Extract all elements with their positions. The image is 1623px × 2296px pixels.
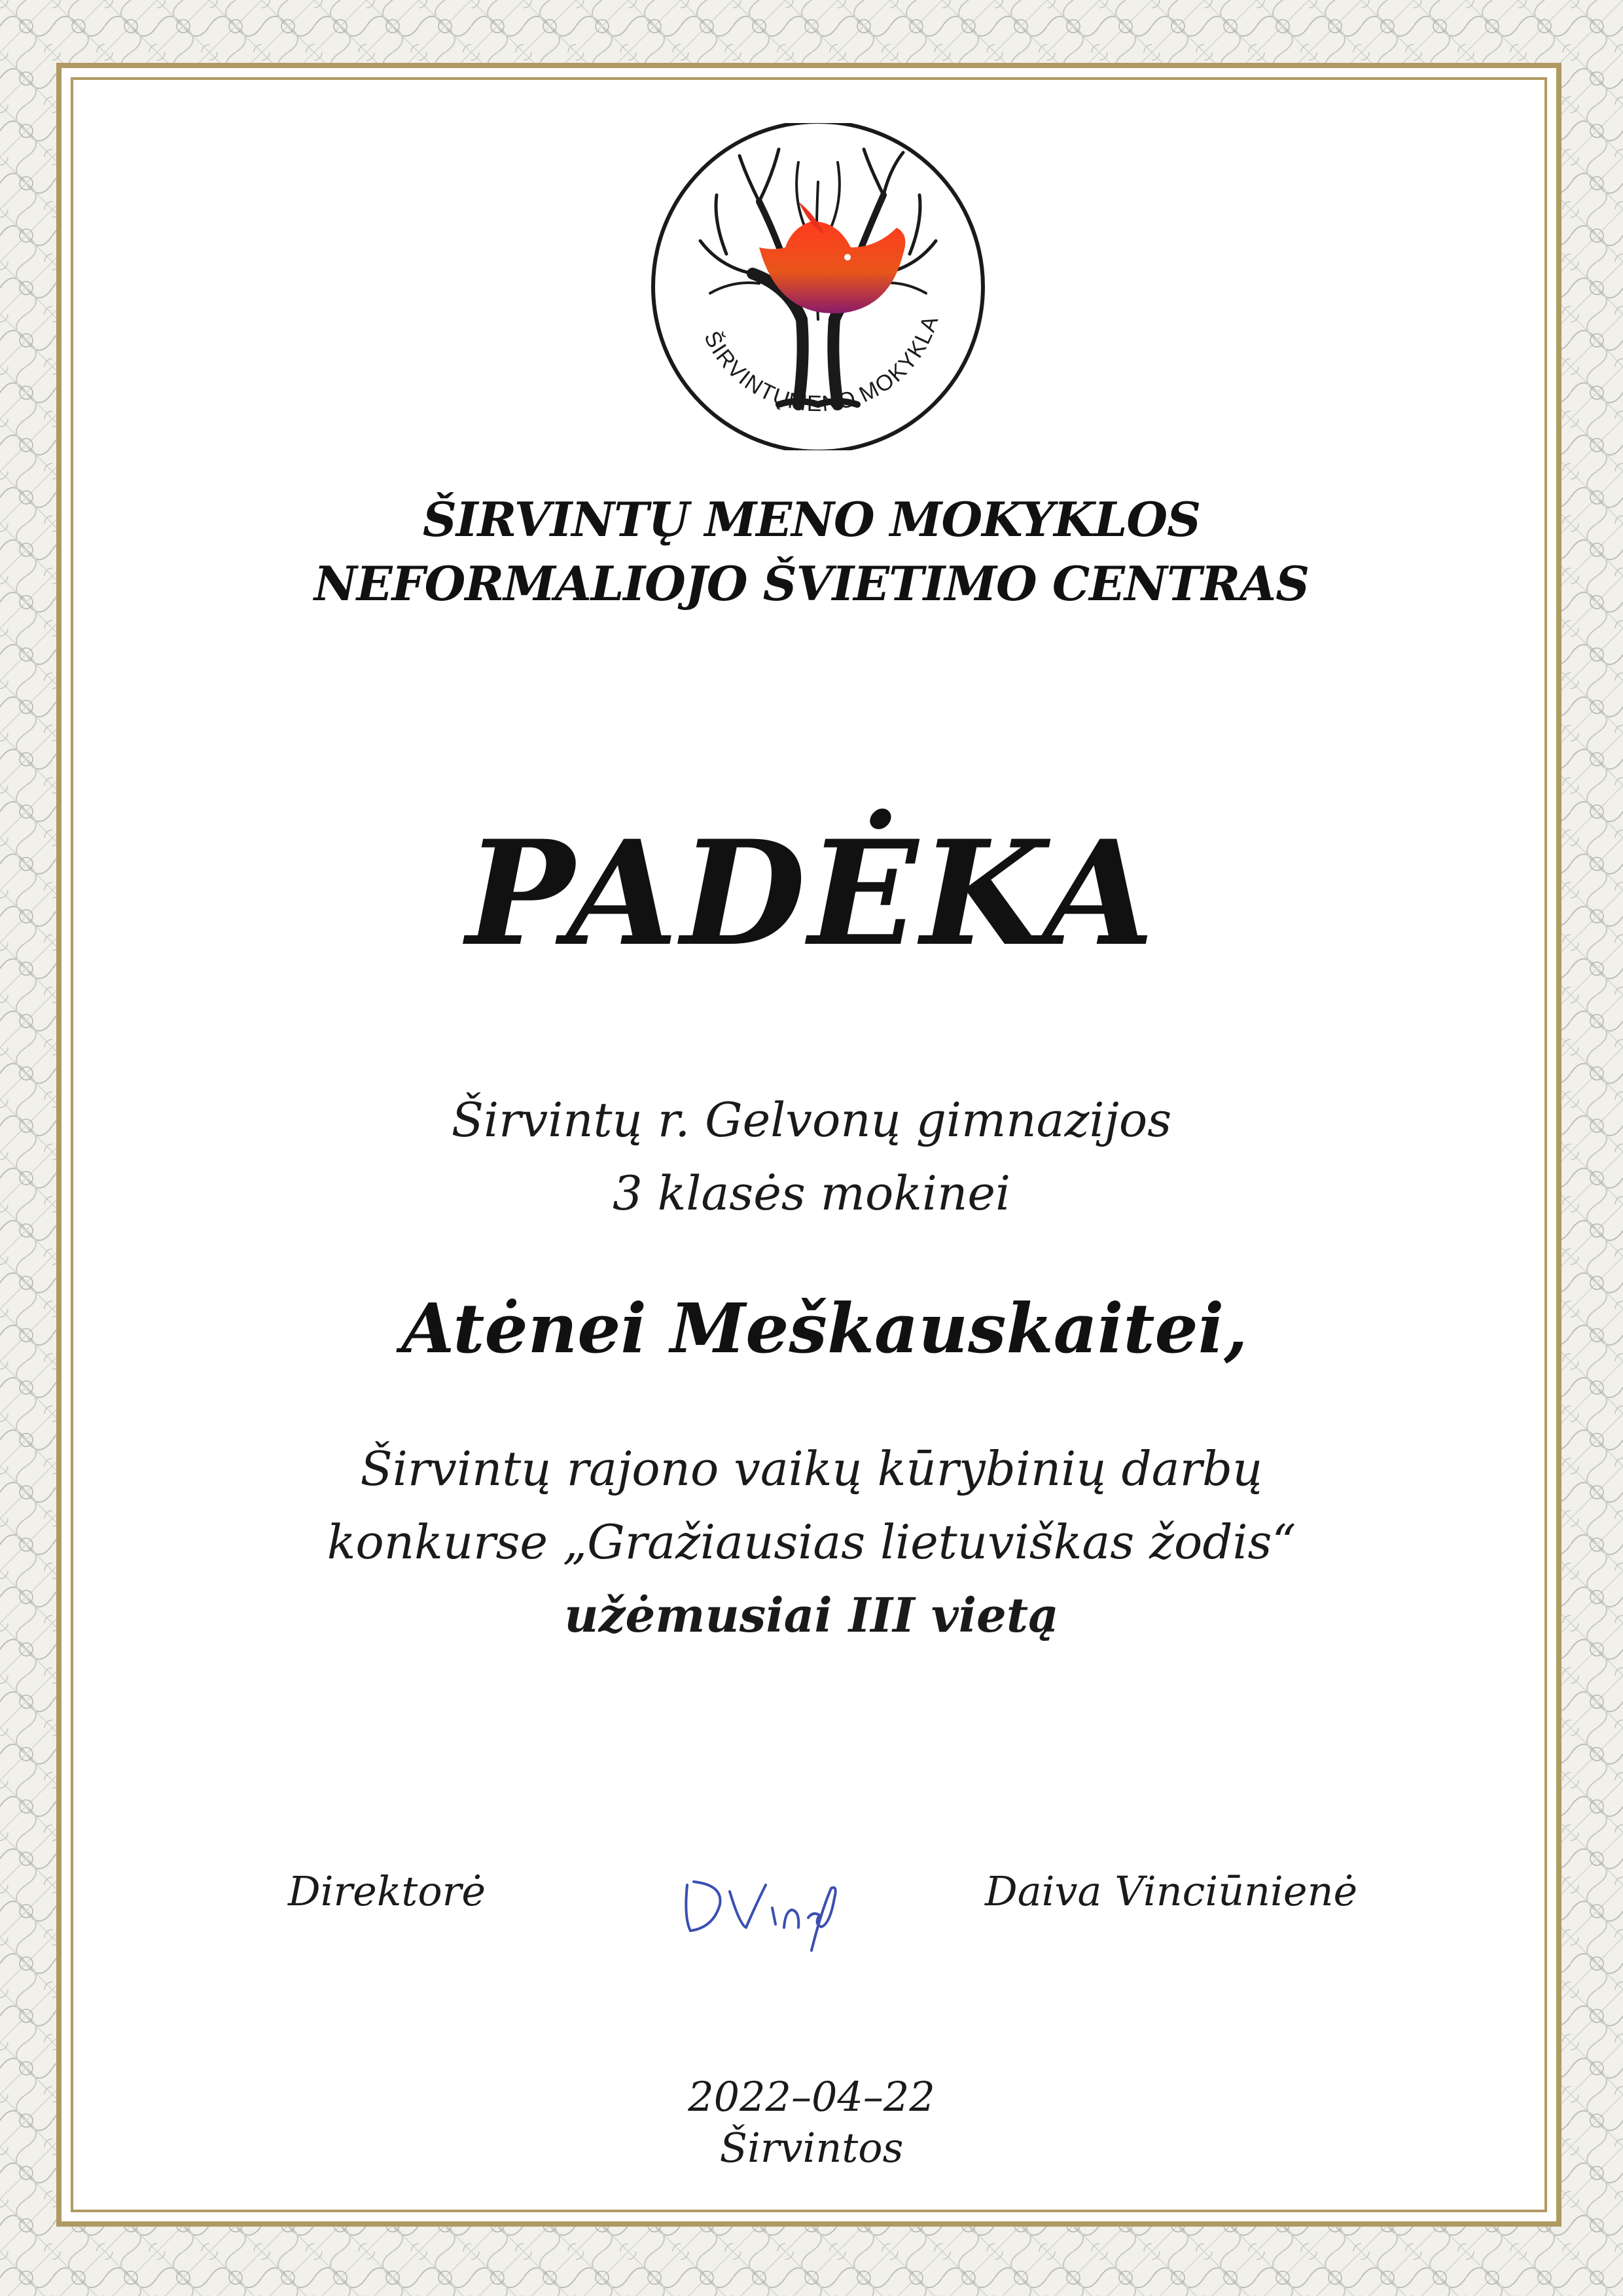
- award-description: [0, 1432, 1623, 1652]
- award-line-2: konkurse „Gražiausias lietuviškas žodis“: [327, 1515, 1296, 1570]
- recipient-class: 3 klasės mokinei: [613, 1166, 1010, 1221]
- organization-title: [0, 488, 1623, 616]
- recipient-school: Širvintų r. Gelvonų gimnazijos: [451, 1092, 1172, 1147]
- award-place: užėmusiai III vietą: [564, 1587, 1059, 1643]
- organization-title-line-1: ŠIRVINTŲ MENO MOKYKLOS: [422, 492, 1201, 547]
- school-logo: [648, 123, 988, 450]
- handwritten-signature: [674, 1859, 844, 1957]
- footer: [0, 2072, 1623, 2174]
- logo-ring-text-left: ŠIRVINTŲ: [699, 327, 794, 413]
- recipient-name: Atėnei Meškauskaitei,: [401, 1288, 1248, 1369]
- logo-ring-text-center: MENO: [786, 386, 860, 417]
- issue-date: 2022–04–22: [688, 2073, 935, 2121]
- logo-ring-text-right: MOKYKLA: [855, 312, 944, 408]
- organization-title-line-2: NEFORMALIOJO ŠVIETIMO CENTRAS: [313, 556, 1310, 611]
- document-title: PADĖKA: [466, 808, 1157, 978]
- issue-place: Širvintos: [719, 2124, 904, 2172]
- award-line-1: Širvintų rajono vaikų kūrybinių darbų: [360, 1441, 1263, 1496]
- signatory-role: Direktorė: [288, 1867, 486, 1915]
- recipient-intro: [0, 1083, 1623, 1230]
- signatory-name: Daiva Vinciūnienė: [985, 1867, 1358, 1915]
